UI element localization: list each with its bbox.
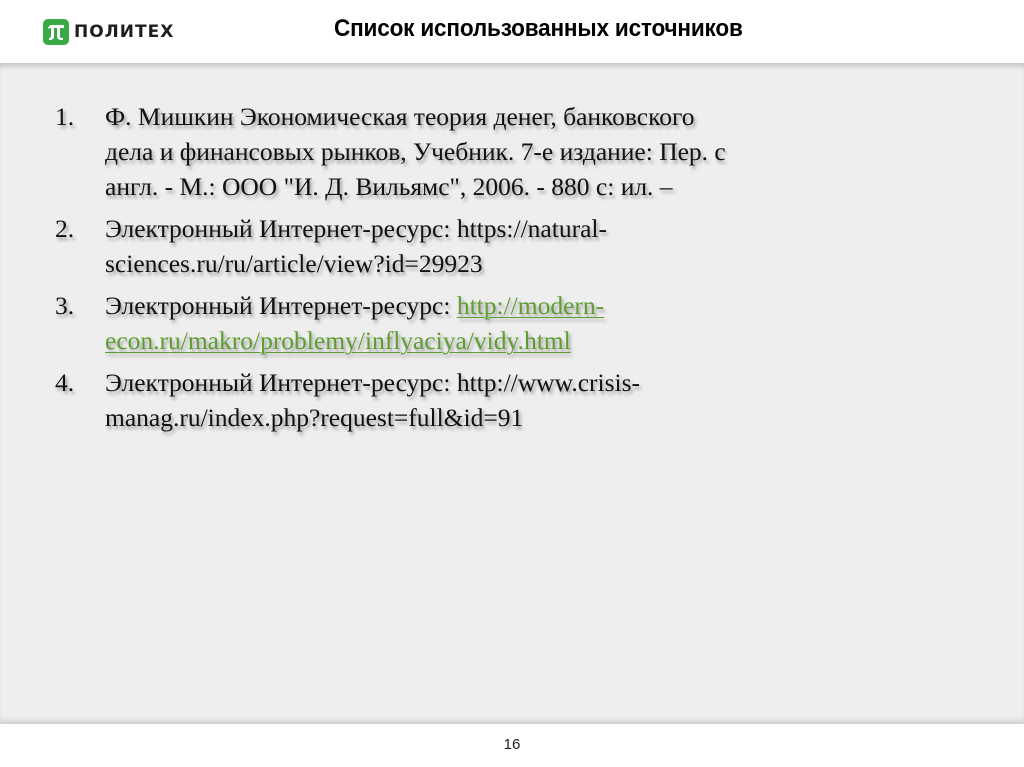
reference-item — [55, 211, 735, 281]
reference-link[interactable]: http://modern-econ.ru/makro/problemy/inflyaciya/vidy.html — [105, 291, 605, 355]
page-number: 16 — [503, 736, 521, 753]
logo-text: ПОЛИТЕХ — [74, 22, 175, 42]
reference-number: 2. — [55, 214, 75, 243]
reference-text: Электронный Интернет-ресурс: http://www.crisis-manag.ru/index.php?request=full&id=91 — [105, 368, 641, 432]
reference-number: 3. — [55, 291, 75, 320]
slide-content — [0, 63, 1024, 724]
reference-text: Ф. Мишкин Экономическая теория денег, банковского дела и финансовых рынков, Учебник. 7-е издание: Пер. с англ. - М.: ООО "И. Д. Вильямс", 2006. - 880 с: ил. – — [105, 102, 726, 201]
reference-item — [55, 288, 735, 358]
reference-item — [55, 365, 735, 435]
reference-number: 4. — [55, 368, 75, 397]
slide-footer — [0, 724, 1024, 767]
reference-number: 1. — [55, 102, 75, 131]
slide-header — [0, 0, 1024, 63]
reference-text: Электронный Интернет-ресурс: https://natural-sciences.ru/ru/article/view?id=29923 — [105, 214, 607, 278]
references-list — [55, 99, 735, 442]
politech-logo — [43, 19, 174, 45]
page-title: Список использованных источников — [334, 15, 743, 42]
reference-item — [55, 99, 735, 204]
reference-body — [105, 288, 735, 358]
reference-text: Электронный Интернет-ресурс: — [105, 291, 457, 320]
pi-icon — [43, 19, 69, 45]
